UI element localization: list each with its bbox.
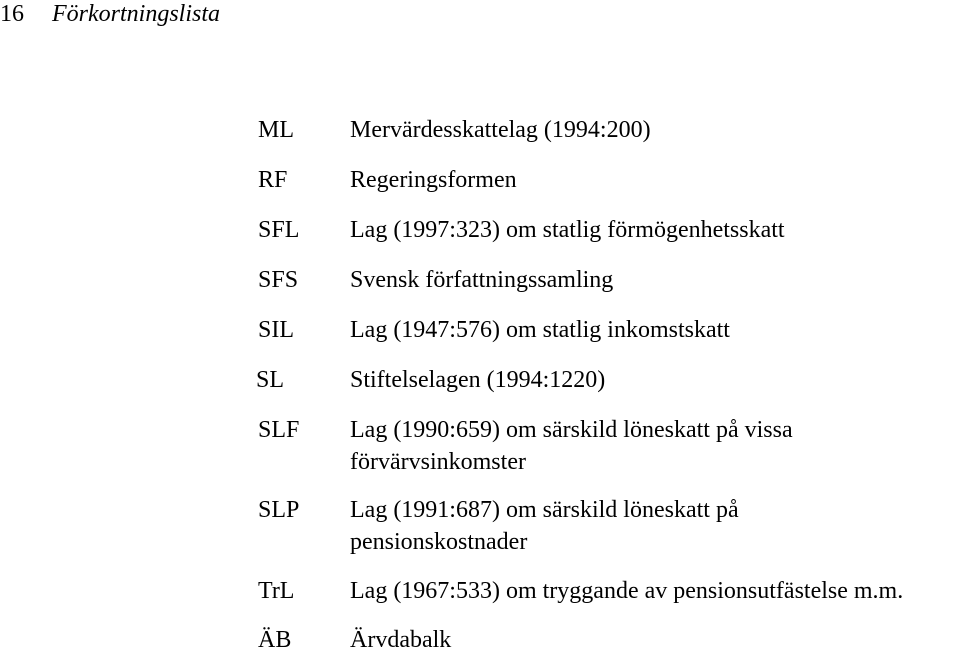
- expansion-line: Lag (1991:687) om särskild löneskatt på: [350, 497, 739, 523]
- expansion-line: Lag (1967:533) om tryggande av pensionsutfästelse m.m.: [350, 578, 904, 604]
- expansion: [350, 575, 960, 607]
- expansion-line: Mervärdesskattelag (1994:200): [350, 117, 651, 143]
- expansion-line: Stiftelselagen (1994:1220): [350, 367, 606, 393]
- expansion: [350, 214, 960, 246]
- expansion-line: pensionskostnader: [350, 529, 528, 555]
- abbreviation: ML: [258, 117, 294, 143]
- abbreviation: SLF: [258, 417, 300, 443]
- abbreviation: RF: [258, 167, 288, 193]
- abbreviation: SIL: [258, 317, 294, 343]
- expansion-line: Lag (1990:659) om särskild löneskatt på vissa: [350, 417, 793, 443]
- expansion-line: Ärvdabalk: [350, 627, 452, 653]
- expansion: [350, 114, 960, 146]
- expansion: [350, 624, 960, 656]
- expansion-line: Regeringsformen: [350, 167, 517, 193]
- abbreviation: SFL: [258, 217, 300, 243]
- abbreviation: ÄB: [258, 627, 292, 653]
- expansion: [350, 264, 960, 296]
- expansion: [350, 494, 960, 558]
- abbreviation: SFS: [258, 267, 299, 293]
- abbreviation: SLP: [258, 497, 300, 523]
- page-number: 16: [0, 1, 24, 27]
- expansion-line: förvärvsinkomster: [350, 449, 526, 475]
- expansion-line: Lag (1997:323) om statlig förmögenhetsskatt: [350, 217, 785, 243]
- expansion-line: Svensk författningssamling: [350, 267, 614, 293]
- expansion: [350, 414, 960, 478]
- abbreviation: SL: [256, 367, 285, 393]
- expansion: [350, 314, 960, 346]
- expansion-line: Lag (1947:576) om statlig inkomstskatt: [350, 317, 730, 343]
- expansion: [350, 164, 960, 196]
- expansion: [350, 364, 960, 396]
- page-title: Förkortningslista: [52, 1, 221, 27]
- abbreviation: TrL: [258, 578, 295, 604]
